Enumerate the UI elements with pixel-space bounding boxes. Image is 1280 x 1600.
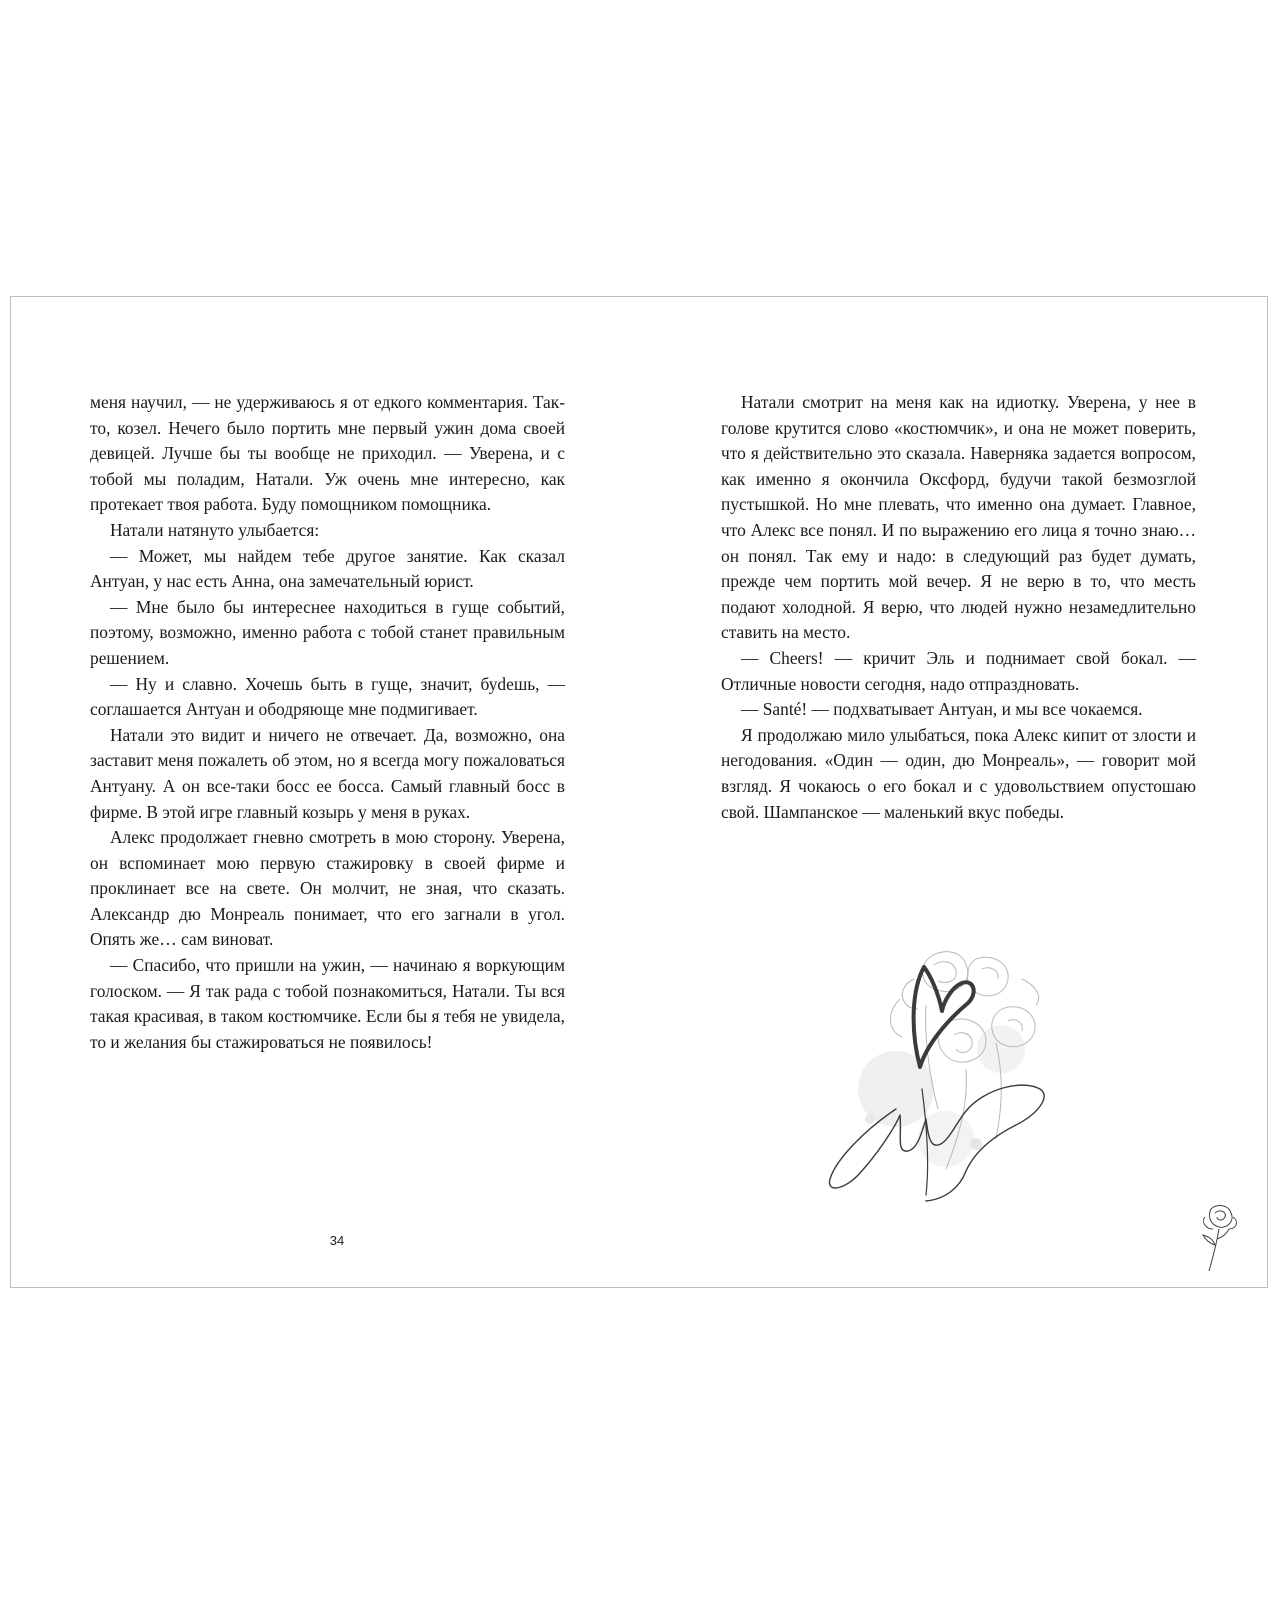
- book-spread: [10, 296, 1268, 1288]
- paragraph: Алекс продолжает гневно смотреть в мою сторону. Уверена, он вспоминает мою первую стажировку в своей фирме и проклинает все на свете. Он молчит, не зная, что сказать. Александр дю Монреаль понимает, что его загнали в угол. Опять же… сам виноват.: [90, 827, 565, 950]
- paragraph: — Cheers! — кричит Эль и поднимает свой бокал. — Отличные новости сегодня, надо отпраздновать.: [721, 647, 1196, 694]
- paragraph: Я продолжаю мило улыбаться, пока Алекс кипит от злости и негодования. «Один — один, дю Монреаль», — говорит мой взгляд. Я чокаюсь о его бокал и с удовольствием опустошаю свой. Шампанское — маленький вкус победы.: [721, 724, 1196, 822]
- paragraph: — Santé! — подхватывает Антуан, и мы все чокаемся.: [741, 699, 1143, 720]
- rose-icon: [1199, 1203, 1241, 1273]
- paragraph: — Спасибо, что пришли на ужин, — начинаю я воркующим голоском. — Я так рада с тобой познакомиться, Натали. Ты вся такая красивая, в таком костюмчике. Если бы я тебя не увидела, то и желания бы стажироваться не появилось!: [90, 955, 565, 1052]
- paragraph: Натали смотрит на меня как на идиотку. Уверена, у нее в голове крутится слово «костюмчик», и она не может поверить, что я действительно это сказала. Наверняка задается вопросом, как именно я окончила Оксфорд, будучи такой безмозглой пустышкой. Но мне плевать, что именно она думает. Главное, что Алекс все понял. И по выражению его лица я точно знаю… он понял. Так ему и надо: в следующий раз будет думать, прежде чем портить мой вечер. Я не верю в то, что месть подают холодной. Я верю, что людей нужно незамедлительно ставить на место.: [721, 392, 1196, 643]
- paragraph: — Ну и славно. Хочешь быть в гуще, значит, буdешь, — соглашается Антуан и ободряюще мне подмигивает.: [90, 673, 565, 720]
- rose-heart-signature-illustration: [826, 939, 1076, 1209]
- paragraph: Натали натянуто улыбается:: [110, 519, 320, 540]
- paragraph: меня научил, — не удерживаюсь я от едкого комментария. Так-то, козел. Нечего было портить мне первый ужин дома своей девицей. Лучше бы ты вообще не приходил. — Уверена, и с тобой мы поладим, Натали. Уж очень мне интересно, как протекает твоя работа. Буду помощником помощника.: [90, 392, 565, 515]
- left-page-text: [90, 390, 565, 1055]
- right-page-text: [721, 390, 1196, 825]
- paragraph: Натали это видит и ничего не отвечает. Да, возможно, она заставит меня пожалеть об этом, но я всегда могу пожаловаться Антуану. А он все-таки босс ее босса. Самый главный босс в фирме. В этой игре главный козырь у меня в руках.: [90, 724, 565, 822]
- paragraph: — Может, мы найдем тебе другое занятие. Как сказал Антуан, у нас есть Анна, она замечательный юрист.: [90, 545, 565, 592]
- paragraph: — Мне было бы интереснее находиться в гуще событий, поэтому, возможно, именно работа с тобой станет правильным решением.: [90, 596, 565, 668]
- page-number: 34: [329, 1233, 345, 1248]
